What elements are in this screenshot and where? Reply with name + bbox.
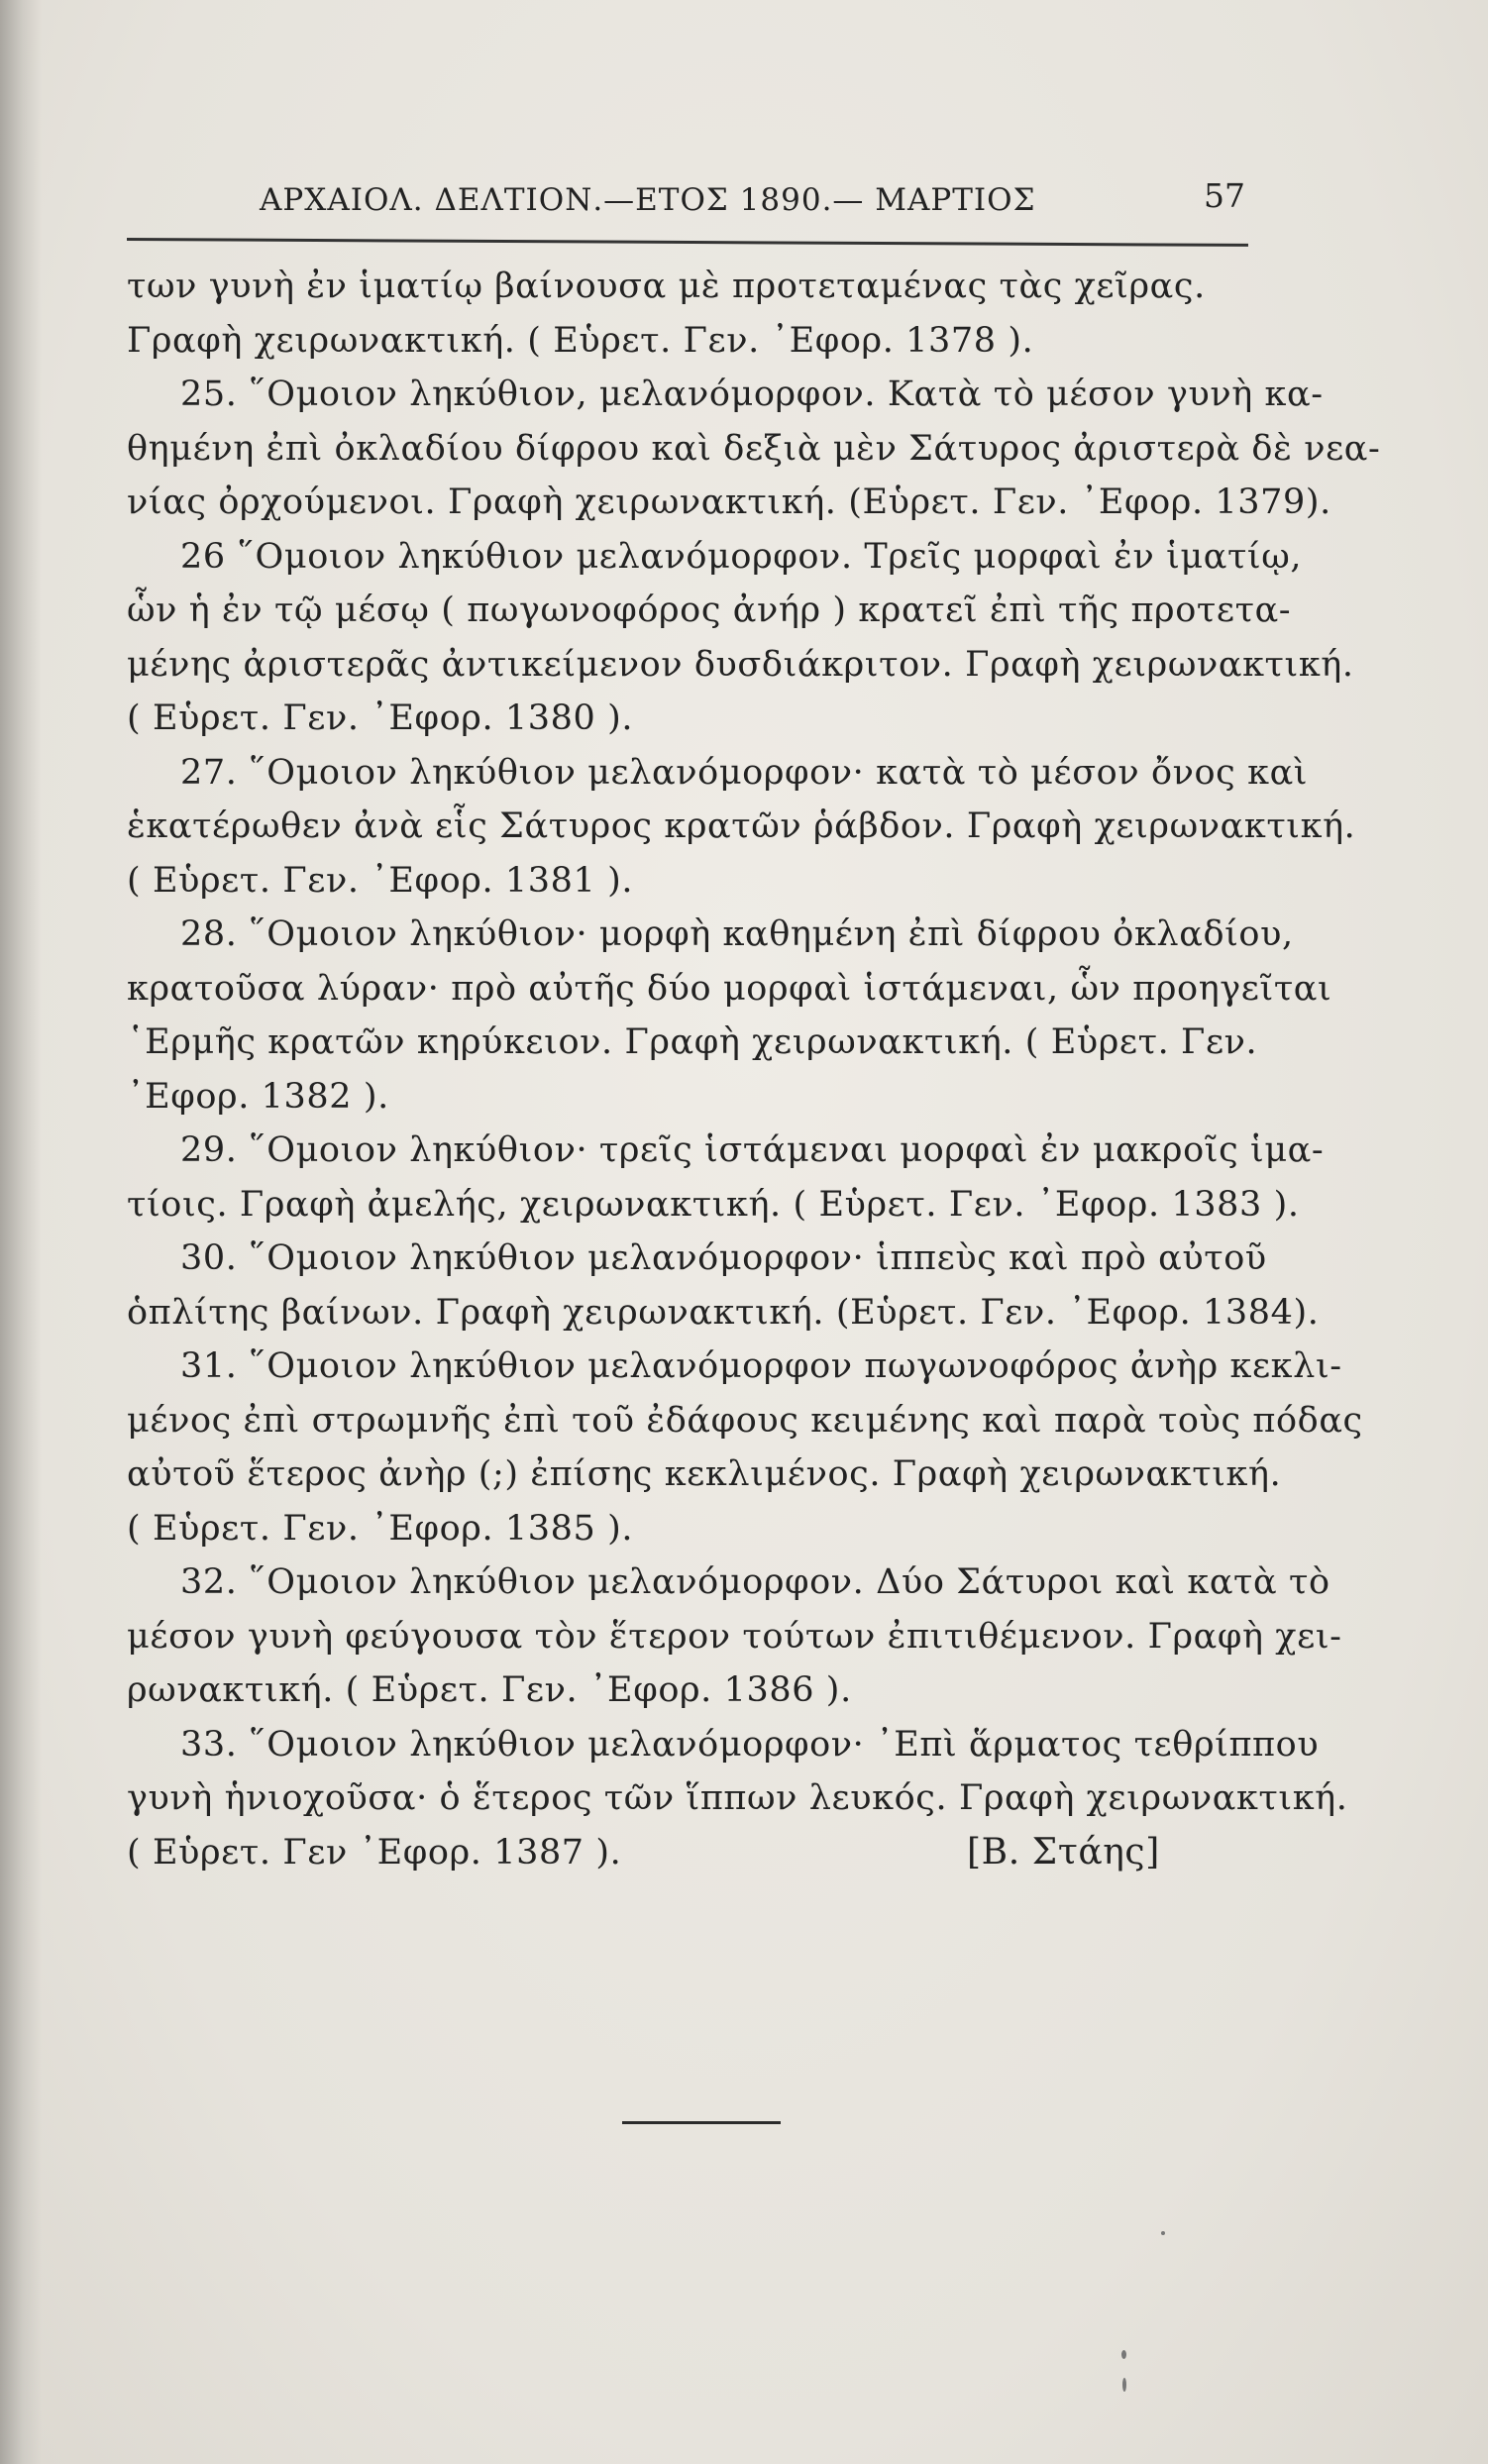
text-line: μέσον γυνὴ φεύγουσα τὸν ἕτερον τούτων ἐπιτιθέμενον. Γραφὴ χει- (127, 1616, 1342, 1657)
text-line: ρωνακτική. ( Εὑρετ. Γεν. ᾿Εφορ. 1386 ). (127, 1670, 852, 1710)
text-line: τίοις. Γραφὴ ἀμελής, χειρωνακτική. ( Εὑρετ. Γεν. ᾿Εφορ. 1383 ). (127, 1184, 1300, 1225)
text-line: ( Εὑρετ. Γεν. ᾿Εφορ. 1381 ). (127, 860, 634, 901)
body-text (127, 260, 1381, 1879)
entry-28-line: 28. ῞Ομοιον ληκύθιον· μορφὴ καθημένη ἐπὶ δίφρου ὀκλαδίου, (180, 914, 1294, 954)
entry-27-line: 27. ῞Ομοιον ληκύθιον μελανόμορφον· κατὰ τὸ μέσον ὄνος καὶ (180, 752, 1309, 793)
text-line: αὐτοῦ ἕτερος ἀνὴρ (;) ἐπίσης κεκλιμένος. Γραφὴ χειρωνακτική. (127, 1454, 1282, 1494)
page-number: 57 (1204, 176, 1245, 215)
text-line: ( Εὑρετ. Γεν ᾿Εφορ. 1387 ). (127, 1832, 622, 1873)
entry-25-line: 25. ῞Ομοιον ληκύθιον, μελανόμορφον. Κατὰ τὸ μέσον γυνὴ κα- (180, 375, 1324, 414)
paper-speck (1121, 2350, 1126, 2359)
text-line: ἑκατέρωθεν ἀνὰ εἷς Σάτυρος κρατῶν ῥάβδον. Γραφὴ χειρωνακτική. (127, 806, 1356, 846)
header-rule (127, 238, 1248, 247)
entry-31-line: 31. ῞Ομοιον ληκύθιον μελανόμορφον πωγωνοφόρος ἀνὴρ κεκλι- (180, 1346, 1342, 1386)
text-line: μένος ἐπὶ στρωμνῆς ἐπὶ τοῦ ἐδάφους κειμένης καὶ παρὰ τοὺς πόδας (127, 1400, 1363, 1441)
last-line-with-signature (127, 1826, 1296, 1880)
text-line: ( Εὑρετ. Γεν. ᾿Εφορ. 1380 ). (127, 698, 634, 738)
text-line: κρατοῦσα λύραν· πρὸ αὐτῆς δύο μορφαὶ ἱστάμεναι, ὧν προηγεῖται (127, 968, 1332, 1009)
text-line: νίας ὀρχούμενοι. Γραφὴ χειρωνακτική. (Εὑρετ. Γεν. ᾿Εφορ. 1379). (127, 482, 1331, 522)
signature: [Β. Στάης] (967, 1831, 1160, 1873)
entry-32-line: 32. ῞Ομοιον ληκύθιον μελανόμορφον. Δύο Σάτυροι καὶ κατὰ τὸ (180, 1562, 1330, 1602)
entry-26-line: 26 ῞Ομοιον ληκύθιον μελανόμορφον. Τρεῖς μορφαὶ ἐν ἱματίῳ, (180, 536, 1303, 577)
paper-speck (1122, 2378, 1126, 2392)
end-rule (622, 2121, 781, 2124)
text-line: μένης ἀριστερᾶς ἀντικείμενον δυσδιάκριτον. Γραφὴ χειρωνακτική. (127, 644, 1354, 685)
text-line: ὁπλίτης βαίνων. Γραφὴ χειρωνακτική. (Εὑρετ. Γεν. ᾿Εφορ. 1384). (127, 1292, 1320, 1333)
entry-30-line: 30. ῞Ομοιον ληκύθιον μελανόμορφον· ἱππεὺς καὶ πρὸ αὐτοῦ (180, 1238, 1267, 1278)
text-line: των γυνὴ ἐν ἱματίῳ βαίνουσα μὲ προτεταμένας τὰς χεῖρας. (127, 267, 1206, 306)
entry-33-line: 33. ῞Ομοιον ληκύθιον μελανόμορφον· ᾿Επὶ ἅρματος τεθρίππου (180, 1724, 1320, 1765)
text-line: ( Εὑρετ. Γεν. ᾿Εφορ. 1385 ). (127, 1508, 634, 1549)
page-edge-shadow (0, 0, 42, 2464)
running-head (260, 176, 1245, 228)
text-line: θημένη ἐπὶ ὀκλαδίου δίφρου καὶ δεξιὰ μὲν Σάτυρος ἀριστερὰ δὲ νεα- (127, 428, 1381, 469)
text-line: γυνὴ ἡνιοχοῦσα· ὁ ἕτερος τῶν ἵππων λευκός. Γραφὴ χειρωνακτική. (127, 1778, 1348, 1818)
text-line: ὧν ἡ ἐν τῷ μέσῳ ( πωγωνοφόρος ἀνήρ ) κρατεῖ ἐπὶ τῆς προτετα- (127, 590, 1292, 630)
text-line: ᾿Εφορ. 1382 ). (127, 1076, 389, 1117)
text-line: ῾Ερμῆς κρατῶν κηρύκειον. Γραφὴ χειρωνακτική. ( Εὑρετ. Γεν. (127, 1022, 1258, 1062)
text-line: Γραφὴ χειρωνακτική. ( Εὑρετ. Γεν. ᾿Εφορ. 1378 ). (127, 320, 1034, 361)
paper-speck (1161, 2231, 1165, 2235)
entry-29-line: 29. ῞Ομοιον ληκύθιον· τρεῖς ἱστάμεναι μορφαὶ ἐν μακροῖς ἱμα- (180, 1130, 1325, 1170)
running-head-title: ΑΡΧΑΙΟΛ. ΔΕΛΤΙΟΝ.—ΕΤΟΣ 1890.— ΜΑΡΤΙΟΣ (260, 182, 1036, 218)
